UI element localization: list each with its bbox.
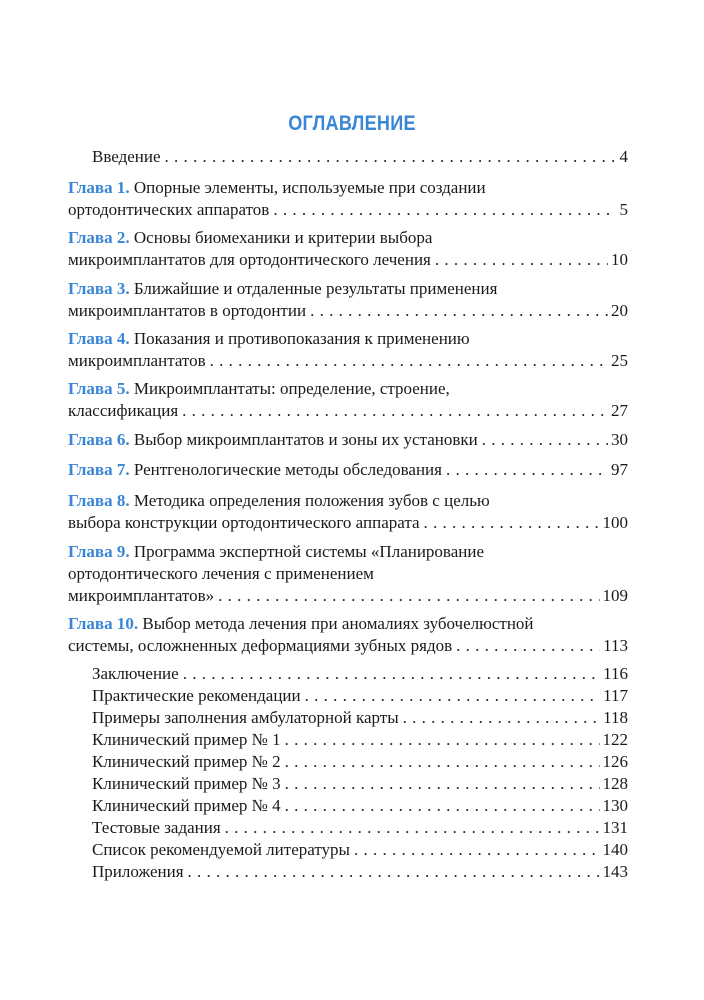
toc-entry-clinical-example-2[interactable] (68, 751, 628, 773)
chapter-number: Глава 2. (68, 228, 130, 247)
chapter-title-line: выбора конструкции ортодонтического аппарата (68, 513, 420, 532)
chapter-number: Глава 3. (68, 279, 130, 298)
toc-entry-label: Введение (92, 147, 161, 166)
chapter-title-line: микроимплантатов для ортодонтического лечения (68, 250, 431, 269)
toc-entry-chapter-6[interactable] (68, 429, 628, 451)
toc-entry-label: Тестовые задания (92, 818, 221, 837)
toc-entry-label: Клинический пример № 2 (92, 752, 281, 771)
toc-page-number: 97 (611, 460, 628, 479)
page-title: ОГЛАВЛЕНИЕ (288, 112, 416, 135)
chapter-number: Глава 1. (68, 178, 130, 197)
dot-leader (285, 751, 600, 773)
chapter-title-line: микроимплантатов» (68, 586, 215, 605)
toc-page-number: 30 (611, 430, 628, 449)
chapter-title-line: Выбор микроимплантатов и зоны их установки (133, 430, 478, 449)
toc-page-number: 128 (602, 774, 628, 793)
toc-entry-literature[interactable] (68, 839, 628, 861)
chapter-title-line: микроимплантатов в ортодонтии (68, 301, 307, 320)
dot-leader (285, 729, 600, 751)
chapter-number: Глава 6. (68, 430, 130, 449)
dot-leader (354, 839, 600, 861)
chapter-title-line: Выбор метода лечения при аномалиях зубочелюстной (142, 614, 534, 633)
dot-leader (218, 585, 599, 607)
toc-entry-chapter-7[interactable] (68, 459, 628, 481)
toc-entry-clinical-example-3[interactable] (68, 773, 628, 795)
chapter-title-line: Программа экспертной системы «Планирование (133, 542, 485, 561)
chapter-title-line: Микроимплантаты: определение, строение, (133, 379, 450, 398)
dot-leader (188, 861, 600, 883)
chapter-number: Глава 7. (68, 460, 130, 479)
dot-leader (210, 350, 608, 372)
toc-page-number: 140 (602, 840, 628, 859)
toc-entry-chapter-2[interactable] (68, 227, 628, 271)
toc-entry-clinical-example-4[interactable] (68, 795, 628, 817)
toc-page-number: 118 (603, 708, 628, 727)
toc-page-number: 10 (611, 250, 628, 269)
chapter-title-line: ортодонтических аппаратов (68, 200, 270, 219)
toc-page-number: 116 (603, 664, 628, 683)
dot-leader (456, 635, 600, 657)
toc-page-number: 143 (602, 862, 628, 881)
toc-entry-label: Приложения (92, 862, 184, 881)
chapter-number: Глава 9. (68, 542, 130, 561)
chapter-title-line: ортодонтического лечения с применением (68, 564, 374, 583)
toc-entry-chapter-4[interactable] (68, 328, 628, 372)
toc-page-number: 109 (602, 586, 628, 605)
chapter-title-line: Методика определения положения зубов с целью (133, 491, 490, 510)
toc-entry-appendices[interactable] (68, 861, 628, 883)
dot-leader (424, 512, 600, 534)
toc-page-number: 122 (602, 730, 628, 749)
toc-entry-label: Практические рекомендации (92, 686, 301, 705)
dot-leader (165, 146, 615, 168)
chapter-number: Глава 10. (68, 614, 139, 633)
toc-page-number: 4 (619, 147, 628, 166)
toc-page-number: 117 (603, 686, 628, 705)
chapter-title-line: классификация (68, 401, 179, 420)
dot-leader (482, 429, 608, 451)
toc-entry-label: Клинический пример № 3 (92, 774, 281, 793)
toc-entry-tests[interactable] (68, 817, 628, 839)
chapter-title-line: Основы биомеханики и критерии выбора (133, 228, 433, 247)
toc-entry-chapter-9[interactable] (68, 541, 628, 607)
chapter-title-line: Рентгенологические методы обследования (133, 460, 442, 479)
toc-entry-clinical-example-1[interactable] (68, 729, 628, 751)
toc-entry-label: Заключение (92, 664, 179, 683)
chapter-number: Глава 5. (68, 379, 130, 398)
dot-leader (285, 795, 600, 817)
toc-entry-chapter-5[interactable] (68, 378, 628, 422)
chapter-title-line: Показания и противопоказания к применению (133, 329, 470, 348)
toc-entry-recommendations[interactable] (68, 685, 628, 707)
dot-leader (183, 663, 600, 685)
toc-page-number: 20 (611, 301, 628, 320)
toc-entry-card-examples[interactable] (68, 707, 628, 729)
dot-leader (225, 817, 600, 839)
toc-page-number: 126 (602, 752, 628, 771)
toc-entry-chapter-1[interactable] (68, 177, 628, 221)
dot-leader (285, 773, 600, 795)
toc-entry-intro[interactable] (68, 146, 628, 168)
dot-leader (182, 400, 608, 422)
toc-entry-chapter-8[interactable] (68, 490, 628, 534)
toc-entry-label: Клинический пример № 1 (92, 730, 281, 749)
chapter-title-line: Опорные элементы, используемые при создании (133, 178, 486, 197)
dot-leader (403, 707, 601, 729)
chapter-number: Глава 8. (68, 491, 130, 510)
chapter-title-line: микроимплантатов (68, 351, 206, 370)
toc-page-number: 25 (611, 351, 628, 370)
toc-entry-conclusion[interactable] (68, 663, 628, 685)
toc-page-number: 27 (611, 401, 628, 420)
dot-leader (435, 249, 608, 271)
toc-page-number: 100 (602, 513, 628, 532)
toc-page-number: 130 (602, 796, 628, 815)
toc-entry-label: Список рекомендуемой литературы (92, 840, 350, 859)
dot-leader (273, 199, 615, 221)
toc-entry-label: Примеры заполнения амбулаторной карты (92, 708, 399, 727)
chapter-title-line: Ближайшие и отдаленные результаты применения (133, 279, 498, 298)
dot-leader (305, 685, 601, 707)
toc-page-number: 113 (603, 636, 628, 655)
toc-page-number: 5 (619, 200, 628, 219)
dot-leader (446, 459, 608, 481)
chapter-title-line: системы, осложненных деформациями зубных рядов (68, 636, 453, 655)
dot-leader (310, 300, 608, 322)
toc-entry-chapter-3[interactable] (68, 278, 628, 322)
toc-entry-chapter-10[interactable] (68, 613, 628, 657)
chapter-number: Глава 4. (68, 329, 130, 348)
toc-entry-label: Клинический пример № 4 (92, 796, 281, 815)
toc-page-number: 131 (602, 818, 628, 837)
